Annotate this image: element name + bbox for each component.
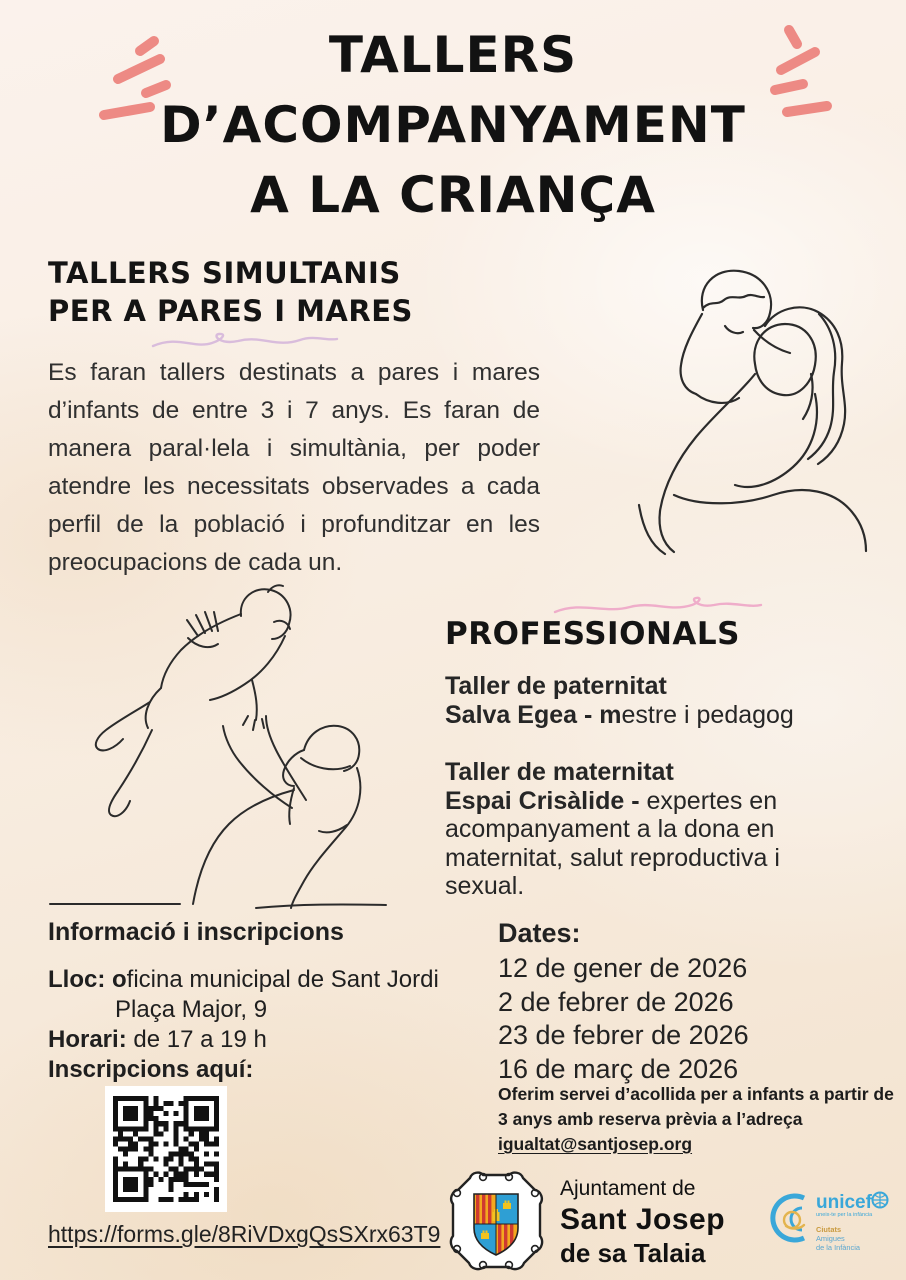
professionals-heading: PROFESSIONALS (445, 616, 740, 652)
squiggle-divider-icon (150, 331, 340, 353)
father-child-line-art (42, 570, 434, 914)
childcare-note (498, 1082, 896, 1157)
info-heading: Informació i inscripcions (48, 918, 344, 946)
mother-child-line-art (603, 252, 898, 577)
info-section (48, 918, 488, 1085)
sant-josep-coat-of-arms (447, 1170, 545, 1272)
info-location: Lloc: oficina municipal de Sant Jordi (48, 966, 439, 993)
info-schedule: Horari: de 17 a 19 h (48, 1026, 267, 1053)
ajuntament-line3: de sa Talaia (560, 1238, 706, 1268)
inscriptions-label: Inscripcions aquí: (48, 1056, 254, 1083)
ajuntament-line2: Sant Josep (560, 1203, 726, 1236)
professional-maternity (445, 758, 865, 901)
date-item: 16 de març de 2026 (498, 1053, 739, 1084)
professional-paternity (445, 672, 865, 729)
poster-title-line2: D’ACOMPANYAMENT (160, 96, 746, 154)
unicef-tagline-text: uneix-te per la infància (816, 1212, 873, 1218)
unicef-program-line3: de la Infància (816, 1243, 860, 1252)
childcare-note-text: Oferim servei d’acollida per a infants a partir de 3 anys amb reserva prèvia a l’adreça (498, 1084, 894, 1129)
unicef-program-line1: Ciutats (816, 1225, 842, 1234)
ajuntament-logo-text (560, 1178, 725, 1266)
paternity-professional: Salva Egea - mestre i pedagog (445, 700, 794, 729)
unicef-brand-text: unicef (816, 1192, 872, 1213)
date-item: 12 de gener de 2026 (498, 953, 748, 983)
poster-title-line1: TALLERS (328, 26, 578, 84)
section-heading-tallers-simultanis (48, 254, 413, 330)
unicef-program-line2: Amigues (816, 1234, 845, 1243)
contact-email[interactable]: igualtat@santjosep.org (498, 1134, 693, 1154)
professionals-list (445, 672, 865, 930)
dates-section (498, 918, 898, 1086)
section-heading-line2: PER A PARES I MARES (48, 294, 413, 328)
poster-title (0, 20, 906, 230)
info-address: Plaça Major, 9 (115, 996, 268, 1023)
dates-heading: Dates: (498, 918, 581, 948)
unicef-logo (758, 1186, 898, 1256)
date-item: 2 de febrer de 2026 (498, 986, 734, 1017)
form-link[interactable]: https://forms.gle/8RiVDxgQsSXrx63T9 (48, 1221, 441, 1247)
ajuntament-line1: Ajuntament de (560, 1177, 696, 1200)
intro-paragraph: Es faran tallers destinats a pares i mares d’infants de entre 3 i 7 anys. Es faran de manera paral·lela i simultània, per poder atendre les necessitats observades a cada perfil de la població i profunditzar en les preocupacions de cada un. (48, 359, 540, 576)
section-heading-line1: TALLERS SIMULTANIS (48, 256, 401, 290)
maternity-professional: Espai Crisàlide - expertes en acompanyament a la dona en maternitat, salut reproductiva i sexual. (445, 786, 780, 900)
poster-title-line3: A LA CRIANÇA (250, 166, 656, 224)
qr-code (105, 1086, 227, 1212)
paternity-workshop-title: Taller de paternitat (445, 672, 667, 700)
maternity-workshop-title: Taller de maternitat (445, 758, 674, 786)
date-item: 23 de febrer de 2026 (498, 1020, 749, 1050)
